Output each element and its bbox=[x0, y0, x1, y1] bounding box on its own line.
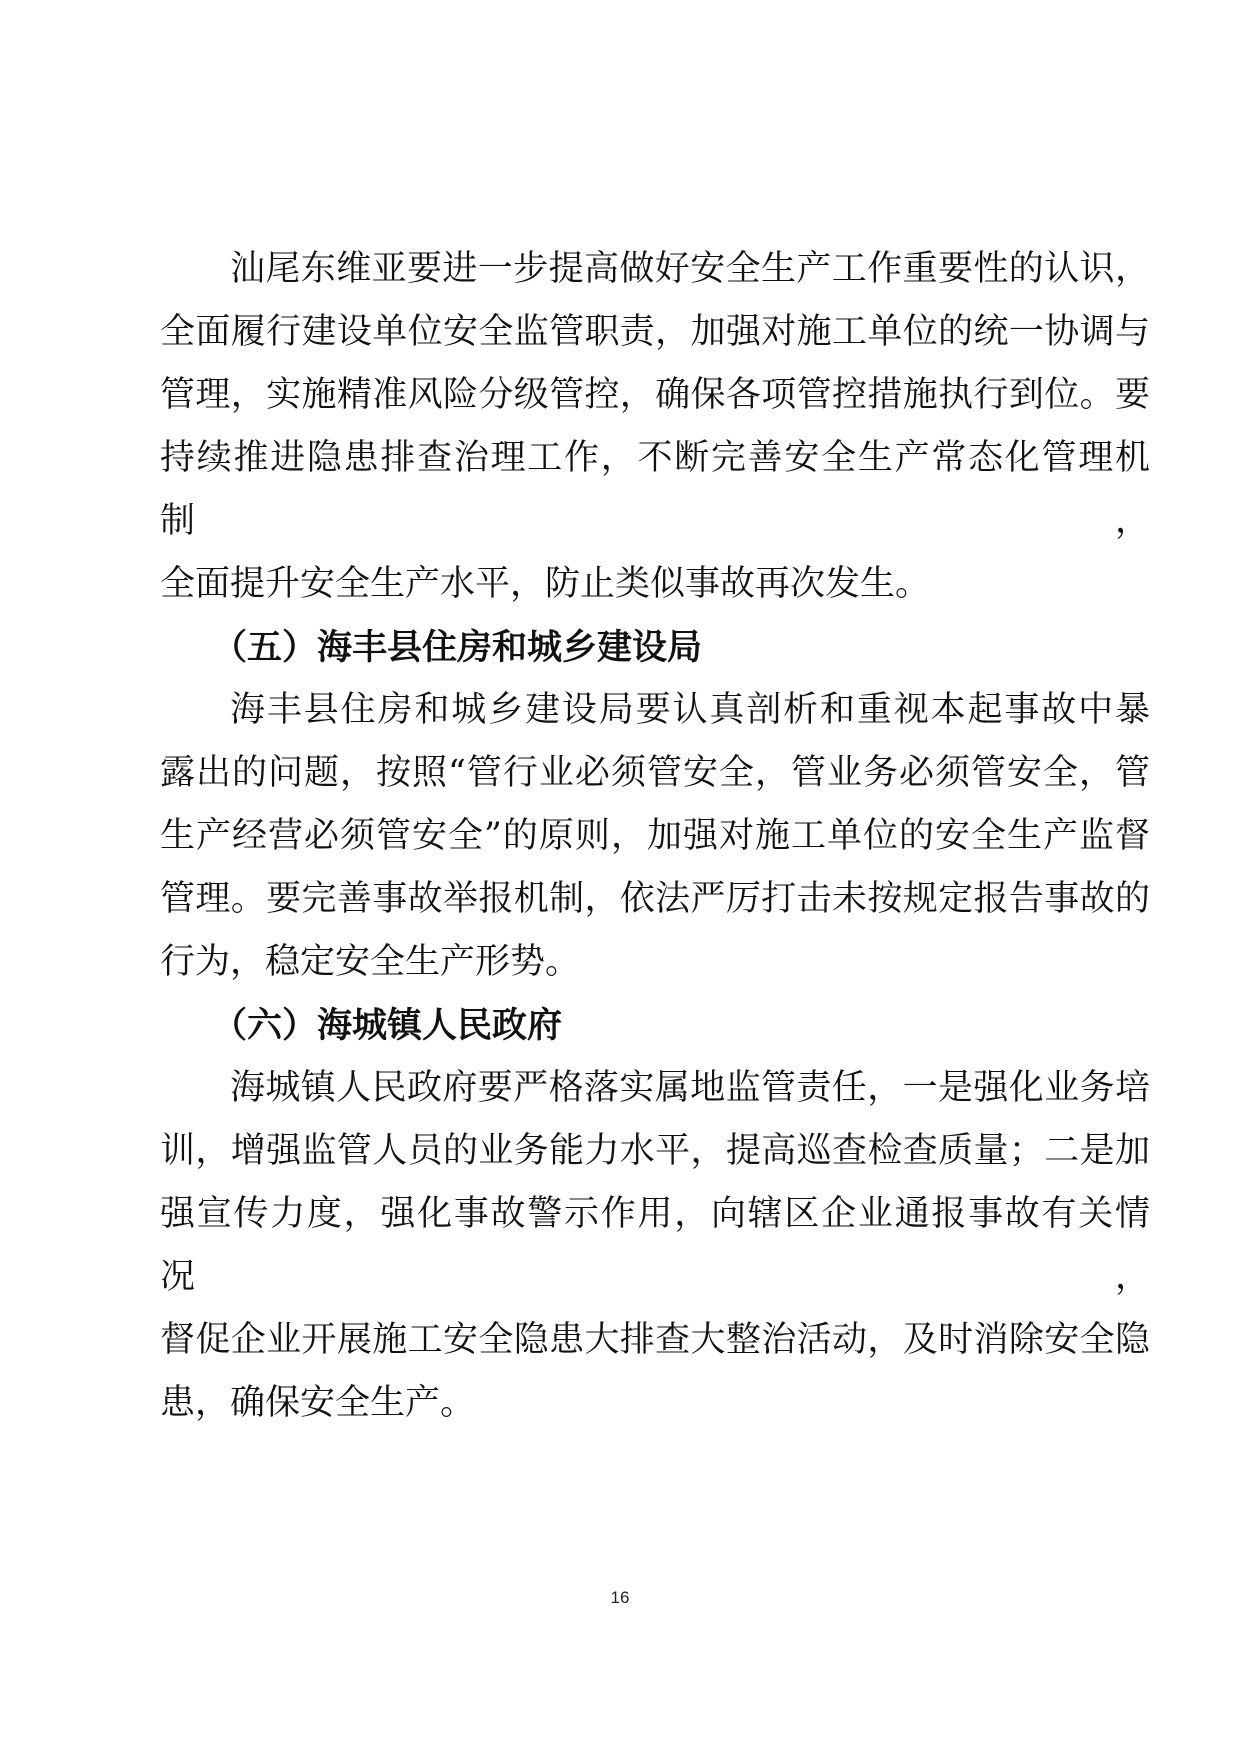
text-line: 汕尾东维亚要进一步提高做好安全生产工作重要性的认识， bbox=[230, 249, 1150, 289]
text-line: 海丰县住房和城乡建设局要认真剖析和重视本起事故中暴 bbox=[230, 690, 1150, 730]
paragraph-town-government bbox=[160, 1057, 1150, 1435]
section-heading-5: （五）海丰县住房和城乡建设局 bbox=[212, 627, 703, 668]
text-line: 持续推进隐患排查治理工作，不断完善安全生产常态化管理机制， bbox=[160, 438, 1150, 541]
text-line: 管理。要完善事故举报机制，依法严厉打击未按规定报告事故的 bbox=[160, 879, 1150, 919]
text-line: 行为，稳定安全生产形势。 bbox=[160, 942, 581, 982]
text-line: 患，确保安全生产。 bbox=[160, 1383, 476, 1423]
text-line: 全面履行建设单位安全监管职责，加强对施工单位的统一协调与 bbox=[160, 312, 1150, 352]
text-line: 露出的问题，按照“管行业必须管安全，管业务必须管安全，管 bbox=[160, 753, 1150, 793]
paragraph-housing-bureau bbox=[160, 679, 1150, 994]
section-heading-6: （六）海城镇人民政府 bbox=[212, 1005, 563, 1046]
paragraph-dongweiya bbox=[160, 238, 1150, 616]
text-line: 生产经营必须管安全”的原则，加强对施工单位的安全生产监督 bbox=[160, 816, 1150, 856]
document-body bbox=[160, 238, 1150, 1435]
text-line: 管理，实施精准风险分级管控，确保各项管控措施执行到位。要 bbox=[160, 375, 1150, 415]
text-line: 海城镇人民政府要严格落实属地监管责任，一是强化业务培 bbox=[230, 1068, 1150, 1108]
text-line: 强宣传力度，强化事故警示作用，向辖区企业通报事故有关情况， bbox=[160, 1194, 1150, 1297]
text-line: 督促企业开展施工安全隐患大排查大整治活动，及时消除安全隐 bbox=[160, 1320, 1150, 1360]
text-line: 训，增强监管人员的业务能力水平，提高巡查检查质量；二是加 bbox=[160, 1131, 1150, 1171]
text-line: 全面提升安全生产水平，防止类似事故再次发生。 bbox=[160, 564, 931, 604]
page-number: 16 bbox=[610, 1588, 630, 1607]
